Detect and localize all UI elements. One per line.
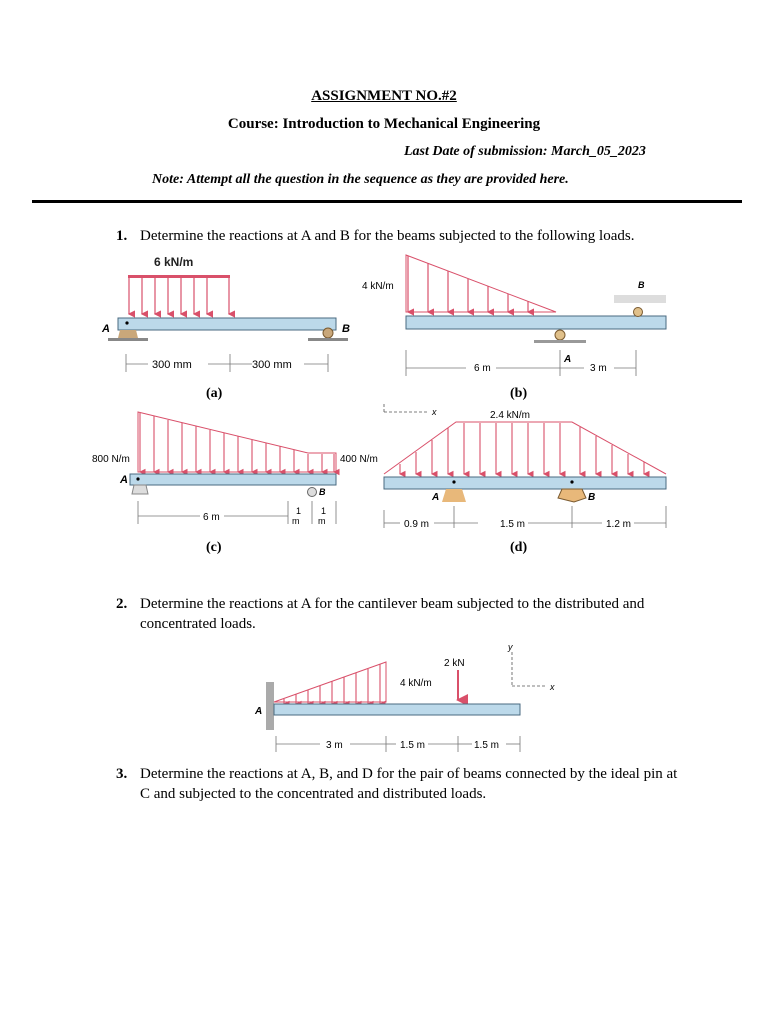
support-b-label: B [638, 280, 645, 290]
question-number: 1. [116, 228, 128, 244]
dim-label: 300 mm [252, 359, 292, 371]
figure-d-caption: (d) [510, 540, 528, 555]
load-label: 6 kN/m [154, 255, 194, 269]
question-number: 2. [116, 596, 128, 612]
dim-label: m [292, 516, 300, 526]
dim-label: 3 m [326, 740, 343, 751]
axis-label: x [550, 682, 555, 692]
dim-label: 1.2 m [606, 519, 632, 530]
support-a-label: A [432, 492, 440, 503]
dim-label: 6 m [203, 512, 220, 523]
question-text: Determine the reactions at A for the cantilever beam subjected to the distributed and concentrated loads. [140, 596, 645, 632]
note: Note: Attempt all the question in the sequence as they are provided here. [152, 172, 569, 187]
figure-b [356, 250, 676, 385]
dim-label: 6 m [474, 363, 491, 374]
support-b-label: B [319, 487, 326, 497]
support-b-label: B [342, 323, 350, 335]
dim-label: 1.5 m [474, 740, 500, 751]
dim-label: 300 mm [152, 359, 192, 371]
support-a-label: A [120, 474, 128, 486]
question-number: 3. [116, 766, 128, 782]
figure-q2 [250, 640, 570, 760]
load-label: 4 kN/m [400, 678, 432, 689]
load-label: 400 N/m [340, 454, 378, 465]
figure-d [380, 402, 672, 532]
axis-label: x [432, 407, 437, 417]
point-load-label: 2 kN [444, 658, 465, 669]
dim-label: 1.5 m [400, 740, 426, 751]
dim-label: 1 [296, 506, 302, 516]
figure-a-caption: (a) [206, 386, 223, 401]
figure-c-caption: (c) [206, 540, 222, 555]
last-date: Last Date of submission: March_05_2023 [404, 144, 646, 159]
support-b-label: B [588, 492, 596, 503]
dim-label: 0.9 m [404, 519, 430, 530]
support-a-label: A [564, 354, 572, 365]
question-text: Determine the reactions at A, B, and D for the pair of beams connected by the ideal pin at C and subjected to the concentrated and distributed loads. [140, 766, 678, 802]
dim-label: m [318, 516, 326, 526]
axis-label: y [508, 642, 513, 652]
figure-c [90, 406, 390, 531]
question-text: Determine the reactions at A and B for the beams subjected to the following loads. [140, 228, 635, 244]
divider [32, 200, 742, 203]
support-a-label: A [102, 323, 110, 335]
dim-label: 1.5 m [500, 519, 526, 530]
dim-label: 1 [321, 506, 327, 516]
figure-b-caption: (b) [510, 386, 528, 401]
load-label: 800 N/m [92, 454, 130, 465]
course-title: Course: Introduction to Mechanical Engineering [227, 116, 541, 132]
figure-a [90, 250, 350, 385]
load-label: 4 kN/m [362, 281, 394, 292]
load-label: 2.4 kN/m [490, 410, 531, 421]
assignment-title: ASSIGNMENT NO.#2 [311, 88, 457, 104]
dim-label: 3 m [590, 363, 607, 374]
support-a-label: A [255, 706, 263, 717]
